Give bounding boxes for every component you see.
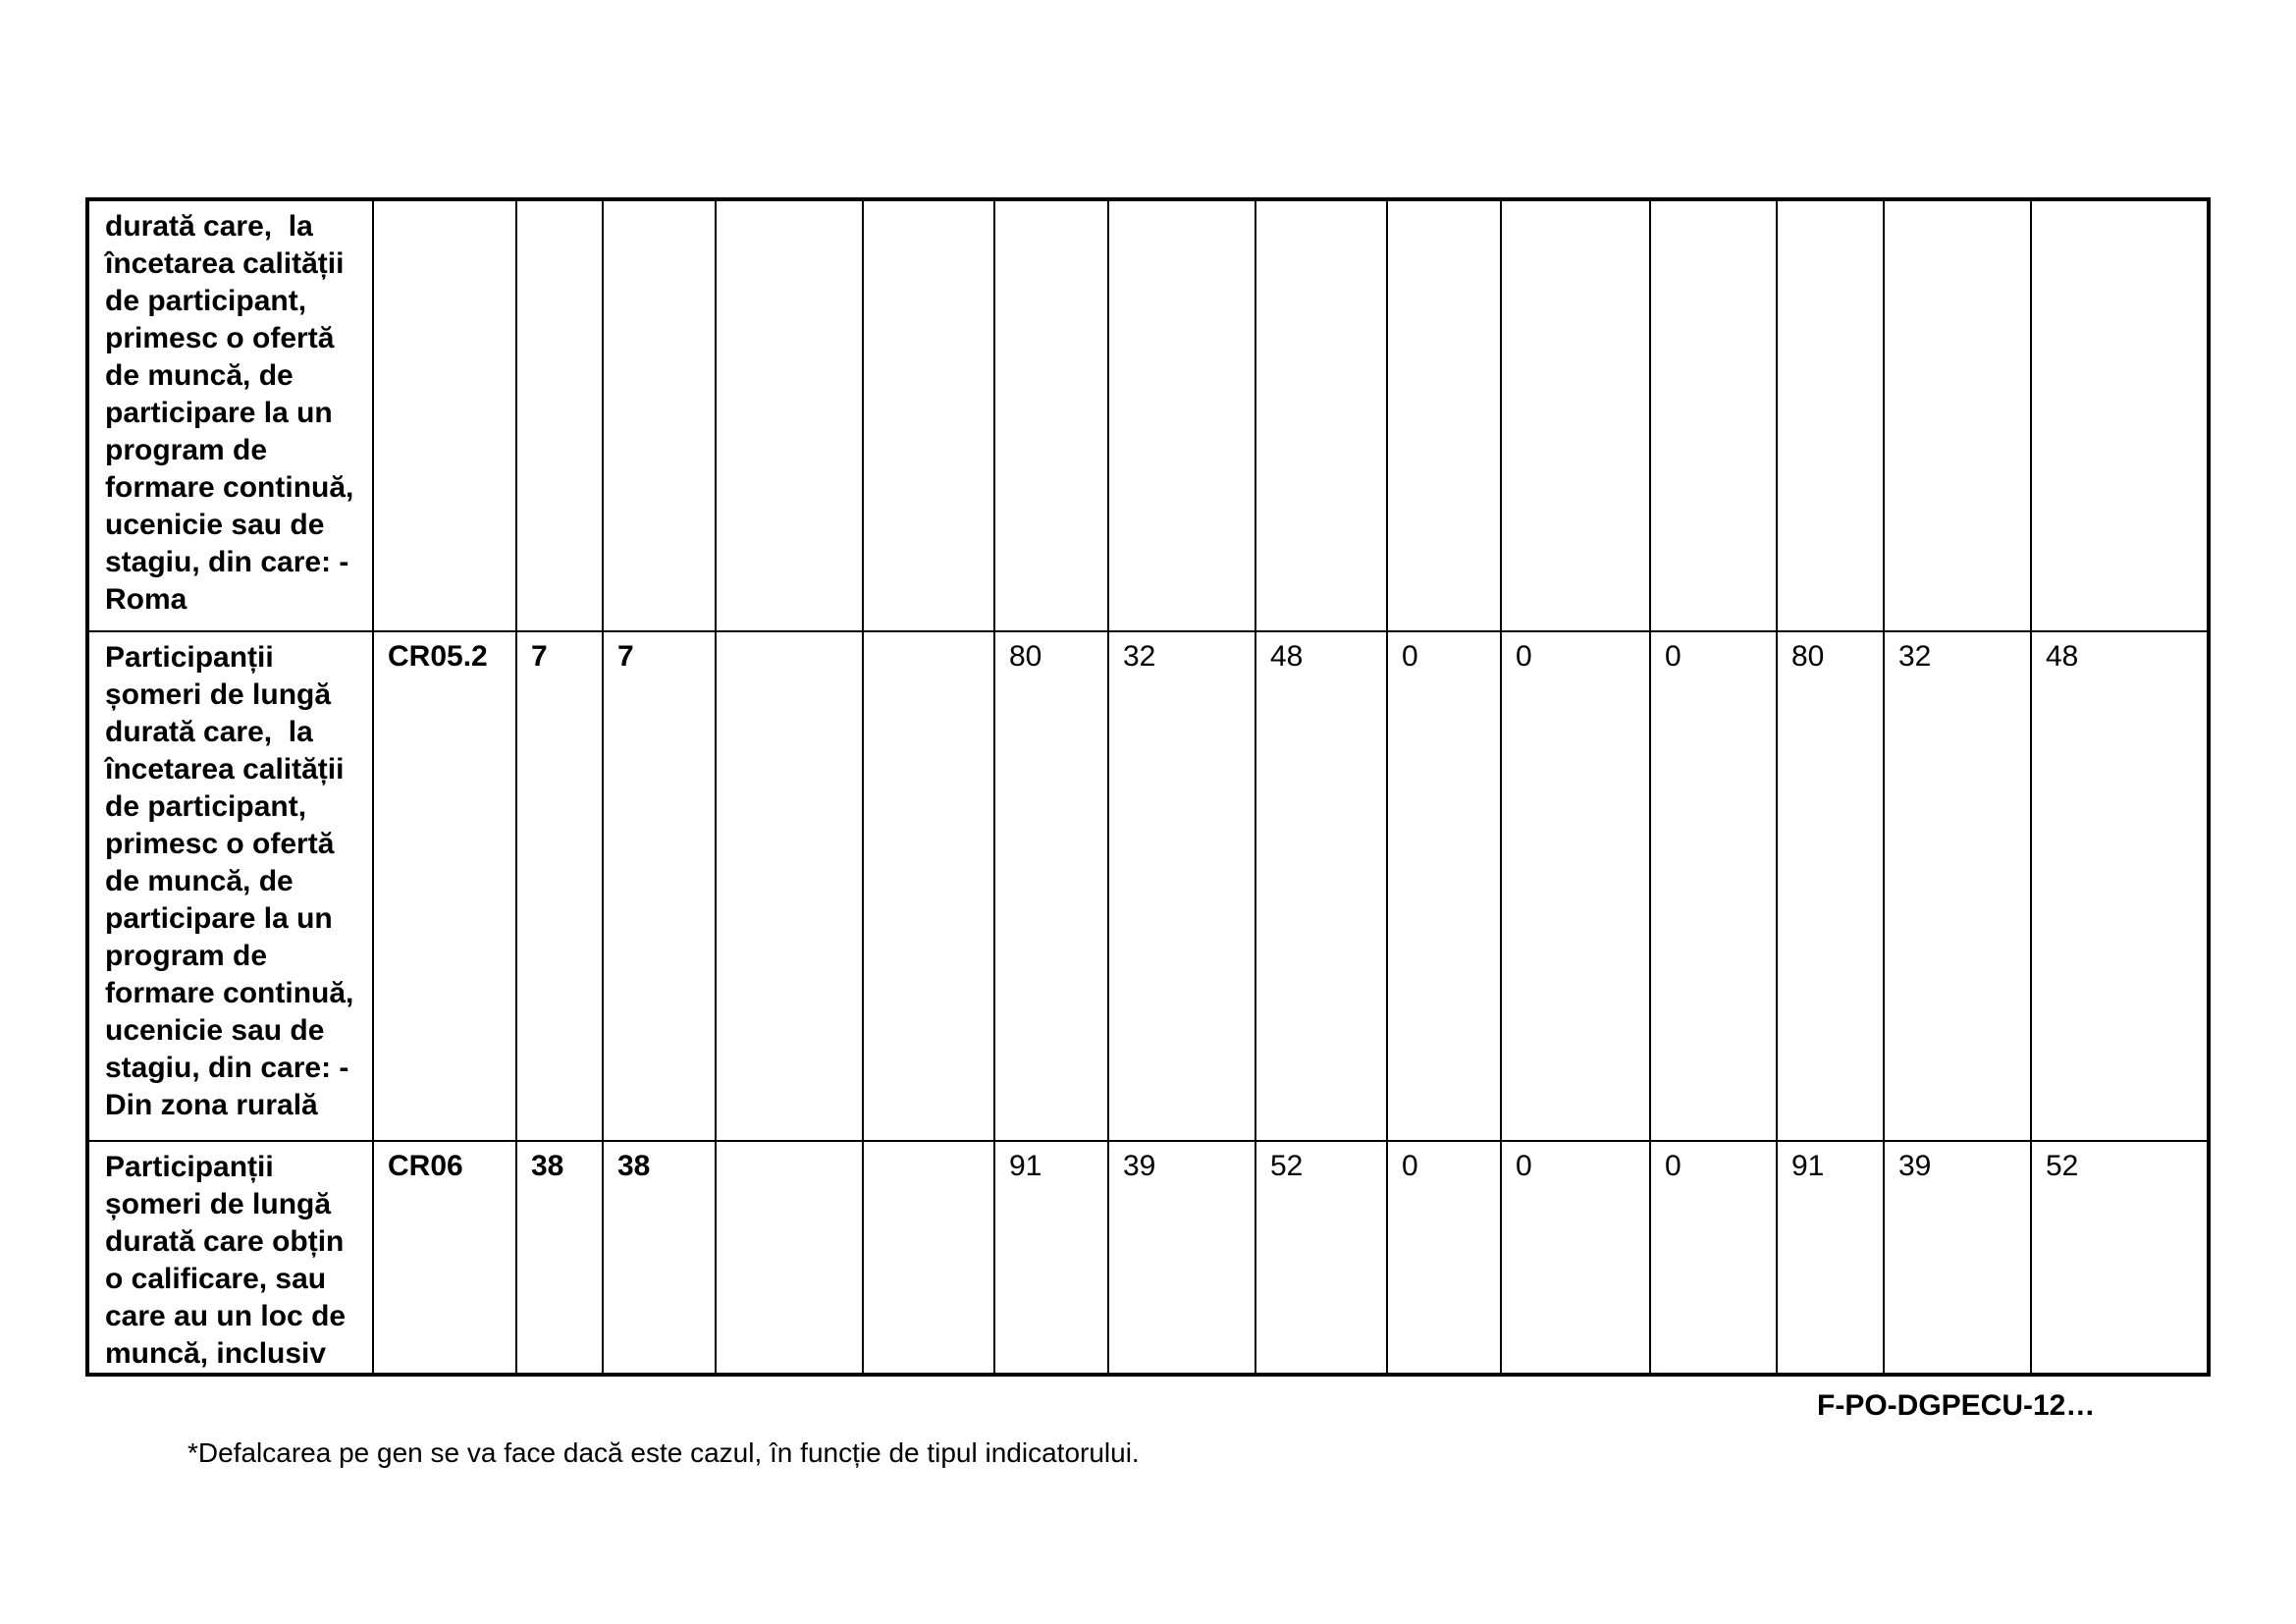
- value-cell: 48: [2031, 631, 2209, 1141]
- value-cell: [863, 1141, 994, 1375]
- table-row-cr05-2: [87, 631, 2209, 1141]
- value-cell: [716, 1141, 863, 1375]
- value-cell: 39: [1108, 1141, 1255, 1375]
- value-cell: [716, 199, 863, 631]
- table-row-continuation: [87, 199, 2209, 631]
- value-cell: 0: [1501, 1141, 1650, 1375]
- value-cell: 0: [1387, 631, 1501, 1141]
- value-cell: [2031, 199, 2209, 631]
- table-row-cr06: [87, 1141, 2209, 1375]
- value-cell: [994, 199, 1108, 631]
- value-cell: 0: [1501, 631, 1650, 1141]
- value-cell: 80: [994, 631, 1108, 1141]
- value-cell: 7: [516, 631, 603, 1141]
- footnote: *Defalcarea pe gen se va face dacă este cazul, în funcție de tipul indicatorului.: [187, 1437, 1140, 1468]
- value-cell: 91: [1777, 1141, 1884, 1375]
- indicator-description-cell: Participanții șomeri de lungă durată care obțin o calificare, sau care au un loc de muncă, inclusiv: [87, 1141, 373, 1375]
- value-cell: 38: [516, 1141, 603, 1375]
- value-cell: 32: [1884, 631, 2031, 1141]
- value-cell: [603, 199, 716, 631]
- value-cell: 0: [1650, 631, 1777, 1141]
- value-cell: [863, 631, 994, 1141]
- value-cell: [1255, 199, 1387, 631]
- value-cell: [1387, 199, 1501, 631]
- value-cell: 0: [1387, 1141, 1501, 1375]
- indicator-code-cell: [373, 199, 516, 631]
- value-cell: 91: [994, 1141, 1108, 1375]
- value-cell: [1777, 199, 1884, 631]
- value-cell: 52: [2031, 1141, 2209, 1375]
- value-cell: 80: [1777, 631, 1884, 1141]
- form-code: F-PO-DGPECU-12…: [1817, 1389, 2096, 1422]
- value-cell: 52: [1255, 1141, 1387, 1375]
- value-cell: 7: [603, 631, 716, 1141]
- value-cell: [1884, 199, 2031, 631]
- indicators-table: [85, 197, 2211, 1377]
- value-cell: [1650, 199, 1777, 631]
- indicator-description-cell: durată care, la încetarea calității de participant, primesc o ofertă de muncă, de participare la un program de formare continuă, ucenicie sau de stagiu, din care: - Roma: [87, 199, 373, 631]
- indicator-code-cell: CR06: [373, 1141, 516, 1375]
- value-cell: [1108, 199, 1255, 631]
- value-cell: [1501, 199, 1650, 631]
- value-cell: 0: [1650, 1141, 1777, 1375]
- value-cell: 32: [1108, 631, 1255, 1141]
- value-cell: 39: [1884, 1141, 2031, 1375]
- value-cell: [863, 199, 994, 631]
- value-cell: 48: [1255, 631, 1387, 1141]
- indicator-description-cell: Participanții șomeri de lungă durată care, la încetarea calității de participant, primesc o ofertă de muncă, de participare la un program de formare continuă, ucenicie sau de stagiu, din care: - Din zona rurală: [87, 631, 373, 1141]
- value-cell: 38: [603, 1141, 716, 1375]
- indicator-code-cell: CR05.2: [373, 631, 516, 1141]
- value-cell: [716, 631, 863, 1141]
- value-cell: [516, 199, 603, 631]
